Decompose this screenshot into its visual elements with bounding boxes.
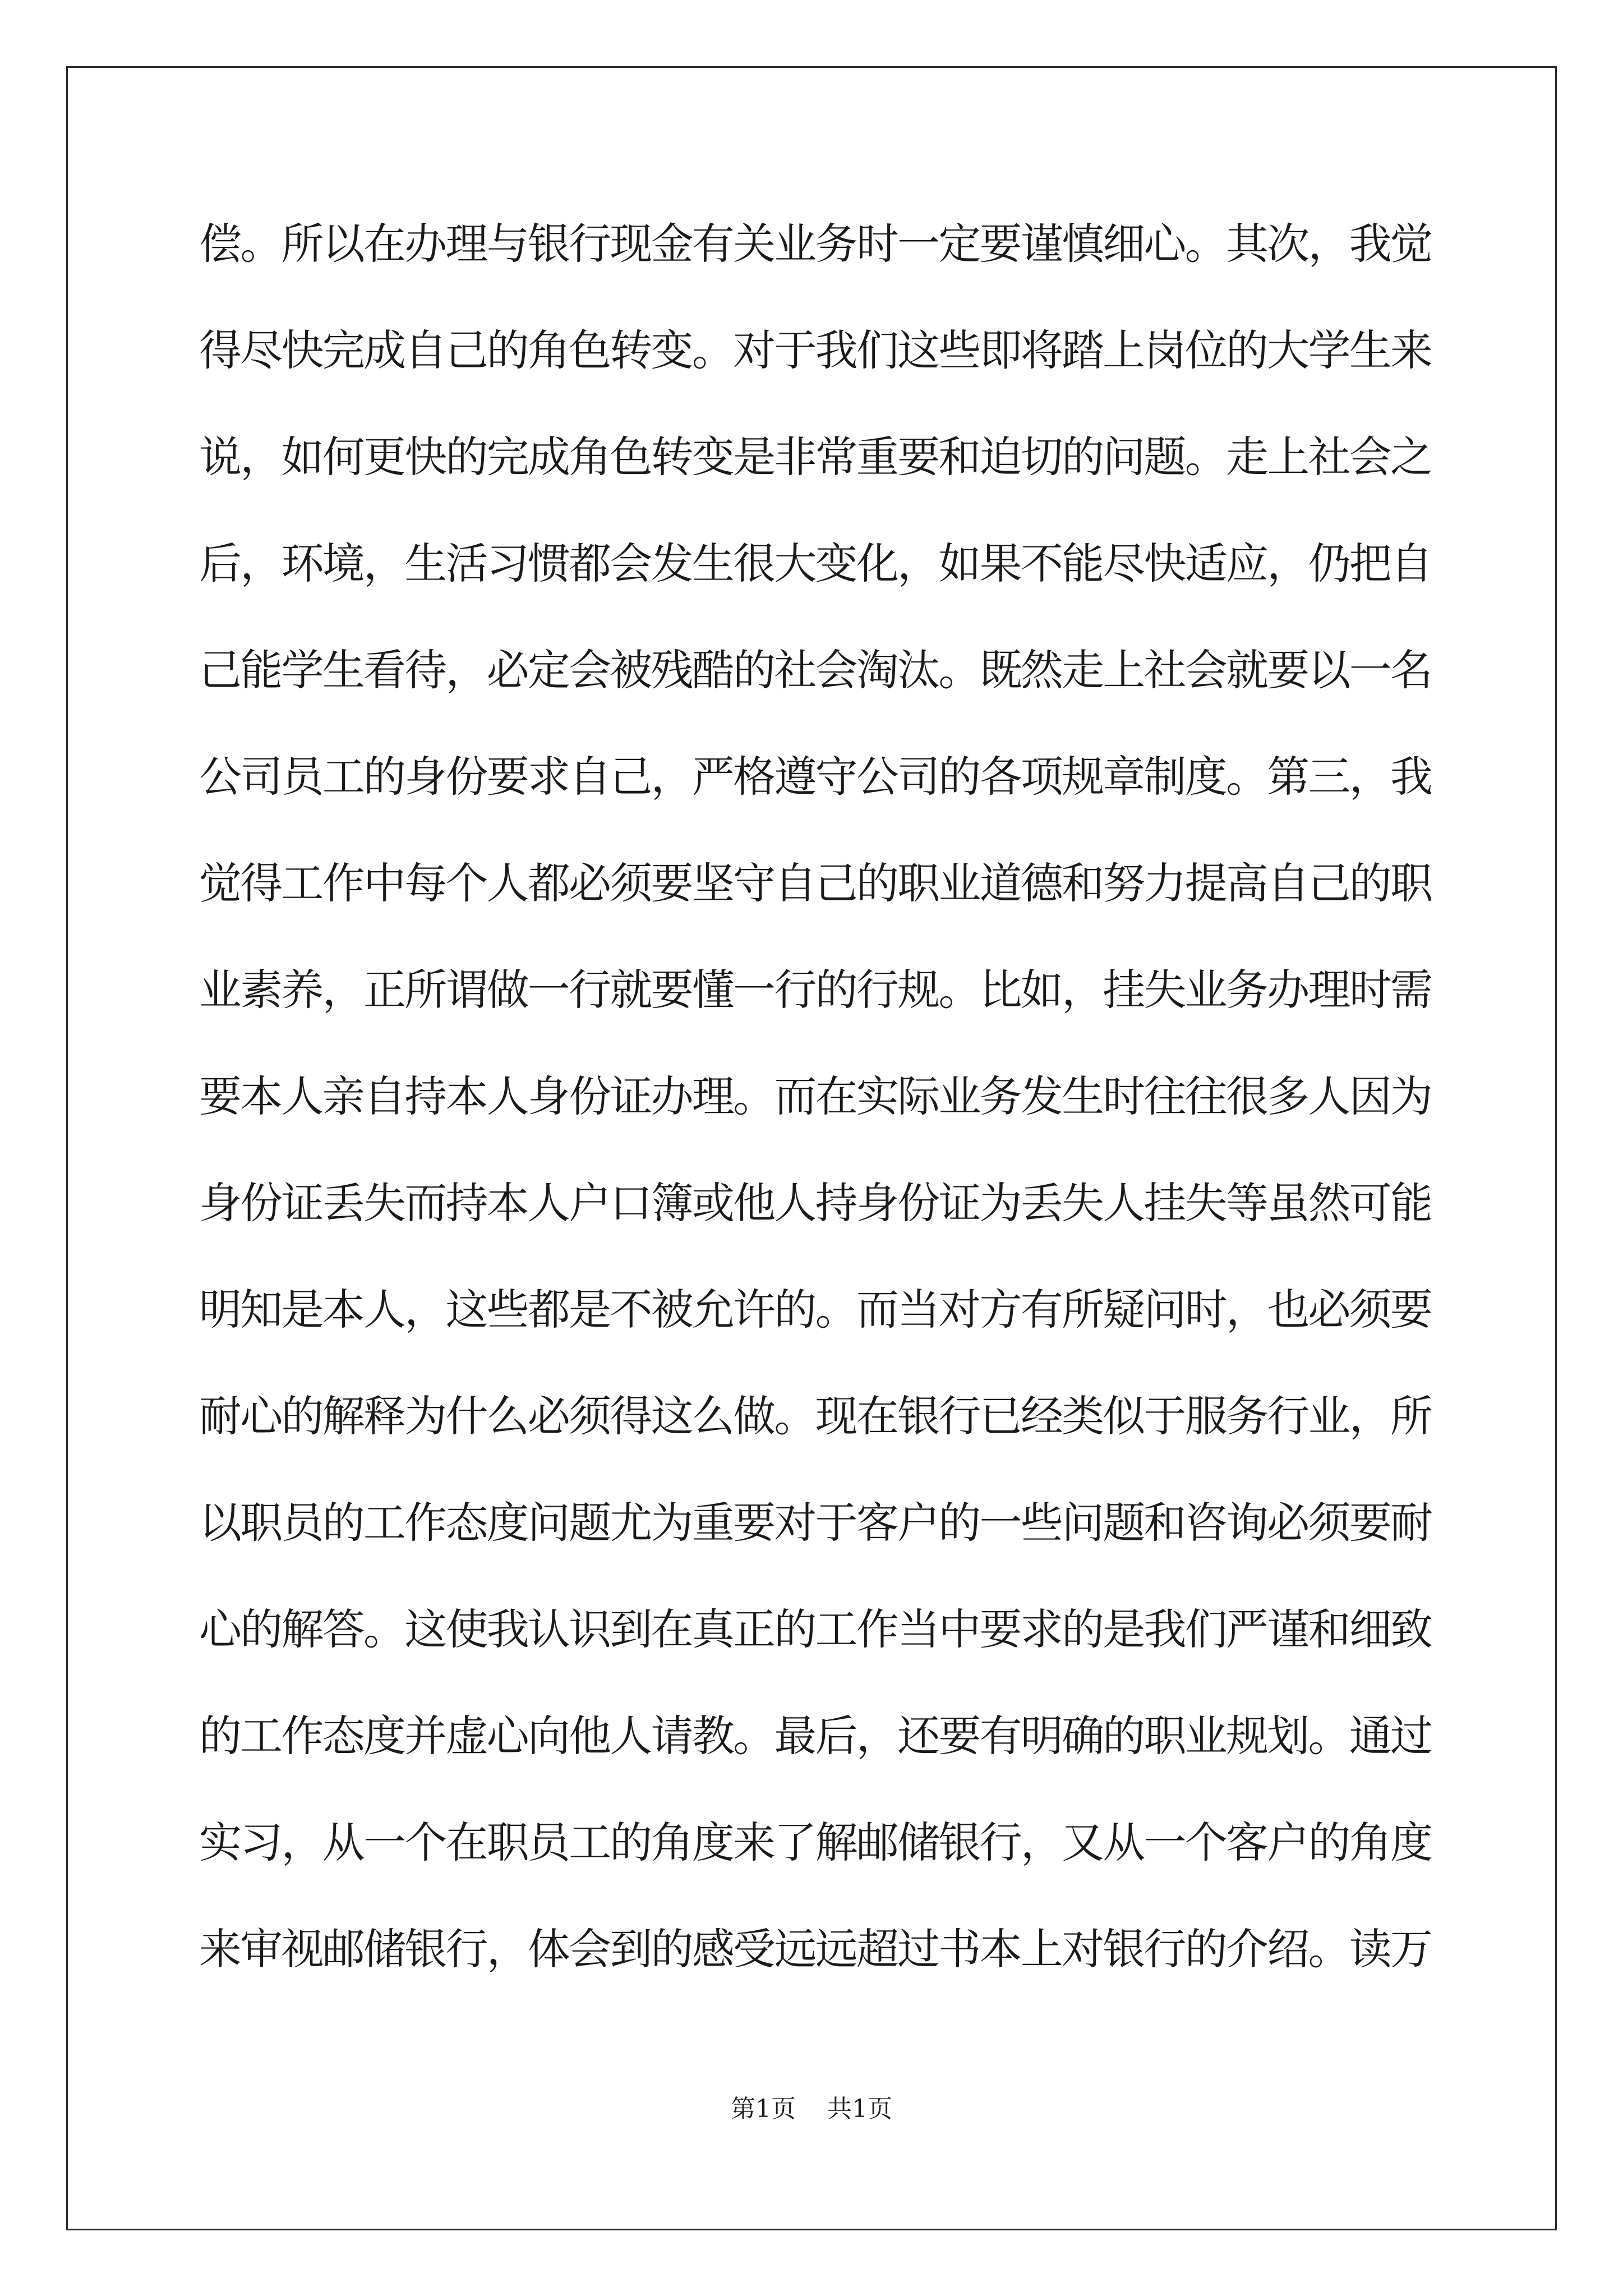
- text-line: 实习，从一个在职员工的角度来了解邮储银行，又从一个客户的角度: [199, 1818, 1432, 1867]
- text-line: 业素养，正所谓做一行就要懂一行的行规。比如，挂失业务办理时需: [199, 965, 1432, 1015]
- text-line: 心的解答。这使我认识到在真正的工作当中要求的是我们严谨和细致: [199, 1604, 1432, 1654]
- text-line: 得尽快完成自己的角色转变。对于我们这些即将踏上岗位的大学生来: [199, 325, 1432, 375]
- text-line: 来审视邮储银行，体会到的感受远远超过书本上对银行的介绍。读万: [199, 1924, 1432, 1974]
- text-line: 公司员工的身份要求自己，严格遵守公司的各项规章制度。第三，我: [199, 752, 1432, 802]
- document-body: [199, 191, 1433, 2003]
- text-line: 后，环境，生活习惯都会发生很大变化，如果不能尽快适应，仍把自: [199, 539, 1432, 588]
- text-line: 要本人亲自持本人身份证办理。而在实际业务发生时往往很多人因为: [199, 1071, 1432, 1121]
- text-line: 以职员的工作态度问题尤为重要对于客户的一些问题和咨询必须要耐: [199, 1498, 1432, 1548]
- page-footer: [0, 2092, 1623, 2126]
- text-line: 偿。所以在办理与银行现金有关业务时一定要谨慎细心。其次，我觉: [199, 219, 1432, 269]
- text-line: 耐心的解释为什么必须得这么做。现在银行已经类似于服务行业，所: [199, 1391, 1432, 1441]
- text-line: 的工作态度并虚心向他人请教。最后，还要有明确的职业规划。通过: [199, 1711, 1432, 1761]
- page-number: 第1页: [731, 2095, 796, 2123]
- text-line: 觉得工作中每个人都必须要坚守自己的职业道德和努力提高自己的职: [199, 858, 1432, 908]
- text-line: 身份证丢失而持本人户口簿或他人持身份证为丢失人挂失等虽然可能: [199, 1178, 1432, 1228]
- text-line: 说，如何更快的完成角色转变是非常重要和迫切的问题。走上社会之: [199, 432, 1432, 482]
- text-line: 己能学生看待，必定会被残酷的社会淘汰。既然走上社会就要以一名: [199, 645, 1432, 695]
- page-total: 共1页: [827, 2095, 892, 2123]
- text-line: 明知是本人，这些都是不被允许的。而当对方有所疑问时，也必须要: [199, 1285, 1432, 1335]
